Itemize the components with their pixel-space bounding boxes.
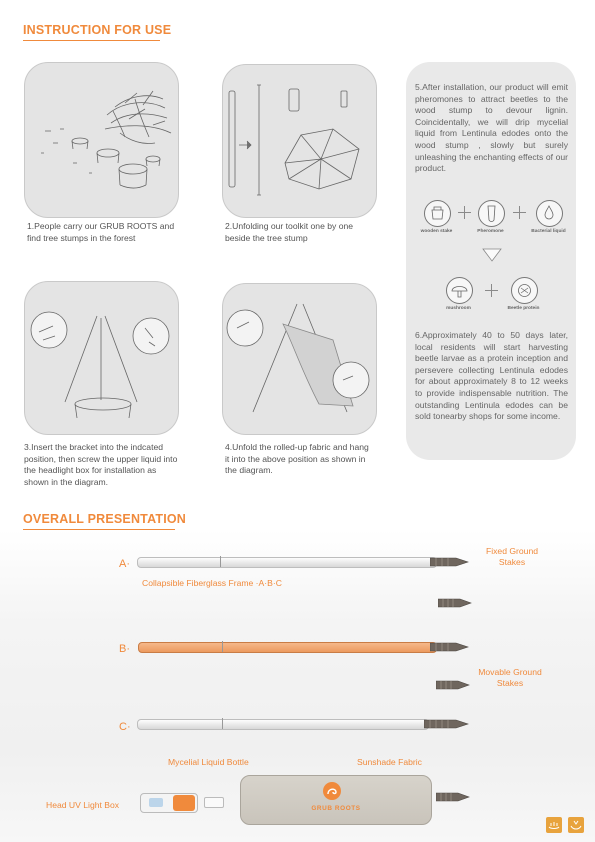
step3-caption: 3.Insert the bracket into the indcated position, then screw the upper liquid into the headlight box for installation as shown in the diagram. [24, 442, 178, 487]
sunshade-label: Sunshade Fabric [357, 757, 422, 767]
plus-icon-2 [513, 206, 526, 219]
badge-care-icon [568, 817, 584, 833]
movable-stake-1 [436, 679, 470, 691]
fixed-stake-loose [438, 597, 472, 609]
step6-text: 6.Approximately 40 to 50 days later, local residents will start harvesting beetle larvae as a protein inception and persevere collecting Lentinula edodes for about approximately 8 to 12 weeks to provide indispensable nutrition. The outstanding Lentinula edodes can be sold tonearby shops for some income. [415, 330, 568, 422]
mushroom-icon [446, 277, 473, 304]
label-c: C· [119, 721, 131, 733]
bacterial-liquid-icon [536, 200, 563, 227]
step4-caption: 4.Unfold the rolled-up fabric and hang it into the above position as shown in the diagram. [225, 442, 369, 475]
uv-light-box-band [173, 795, 195, 811]
step3-illustration [24, 281, 179, 435]
wooden-stake-label: wooden stake [420, 229, 453, 234]
badge-hands-icon [546, 817, 562, 833]
step2-caption: 2.Unfolding our toolkit one by one beside the tree stump [225, 221, 354, 243]
fixed-stake-b [430, 641, 470, 653]
frame-pole-c [137, 719, 429, 730]
sunshade-fabric [240, 775, 432, 825]
pheromone-icon [478, 200, 505, 227]
pole-b-joint [222, 641, 223, 652]
logo-mark-icon [323, 782, 341, 800]
toolkit-unfolding-drawing [223, 65, 376, 217]
frame-pole-b [138, 642, 437, 653]
fabric-hanging-drawing [223, 284, 376, 434]
instruction-title: INSTRUCTION FOR USE [23, 23, 172, 37]
down-arrow-icon [482, 248, 502, 262]
pole-c-joint [222, 718, 223, 729]
fixed-stake-a [430, 556, 470, 568]
light-box-label: Head UV Light Box [46, 800, 120, 810]
logo-text: GRUB ROOTS [311, 805, 361, 812]
grub-roots-logo [323, 782, 341, 800]
label-a: A· [119, 558, 130, 570]
mushroom-label: mushroom [446, 306, 471, 311]
pole-a-joint [220, 556, 221, 567]
mycelial-liquid-bottle [204, 797, 224, 808]
label-b: B· [119, 643, 130, 655]
beetle-protein-icon [511, 277, 538, 304]
step1-illustration [24, 62, 179, 218]
overview-title-underline [23, 529, 175, 530]
step5-text: 5.After installation, our product will emit pheromones to attract beetles to the wood stump to devour lignin. Coincidentally, we will drip mycelial liquid from Lentinula edodes onto the wood stump , slowly but surely unleashing the enchanting effects of our product. [415, 82, 568, 174]
fixed-stake-c [424, 718, 470, 730]
uv-light-window [149, 798, 163, 807]
plus-icon-3 [485, 284, 498, 297]
step4-illustration [222, 283, 377, 435]
pheromone-label: Pheromone [477, 229, 504, 234]
fixed-stakes-label: Fixed Ground Stakes [485, 546, 539, 567]
step1-caption: 1.People carry our GRUB ROOTS and find tree stumps in the forest [27, 221, 175, 243]
instruction-title-underline [23, 40, 160, 41]
frame-label: Collapsible Fiberglass Frame ·A·B·C [142, 578, 282, 588]
plus-icon-1 [458, 206, 471, 219]
movable-stake-2 [436, 791, 470, 803]
bacterial-liquid-label: Bacterial liquid [531, 229, 566, 234]
wooden-stake-icon [424, 200, 451, 227]
overview-title: OVERALL PRESENTATION [23, 512, 187, 526]
uv-light-box [140, 793, 198, 813]
bracket-insertion-drawing [25, 282, 178, 434]
movable-stakes-label: Movable Ground Stakes [478, 667, 542, 688]
frame-pole-a [137, 557, 437, 568]
step2-illustration [222, 64, 377, 218]
beetle-protein-label: Beetle protein [507, 306, 540, 311]
tree-stumps-drawing [25, 63, 178, 217]
liquid-bottle-label: Mycelial Liquid Bottle [168, 757, 249, 767]
